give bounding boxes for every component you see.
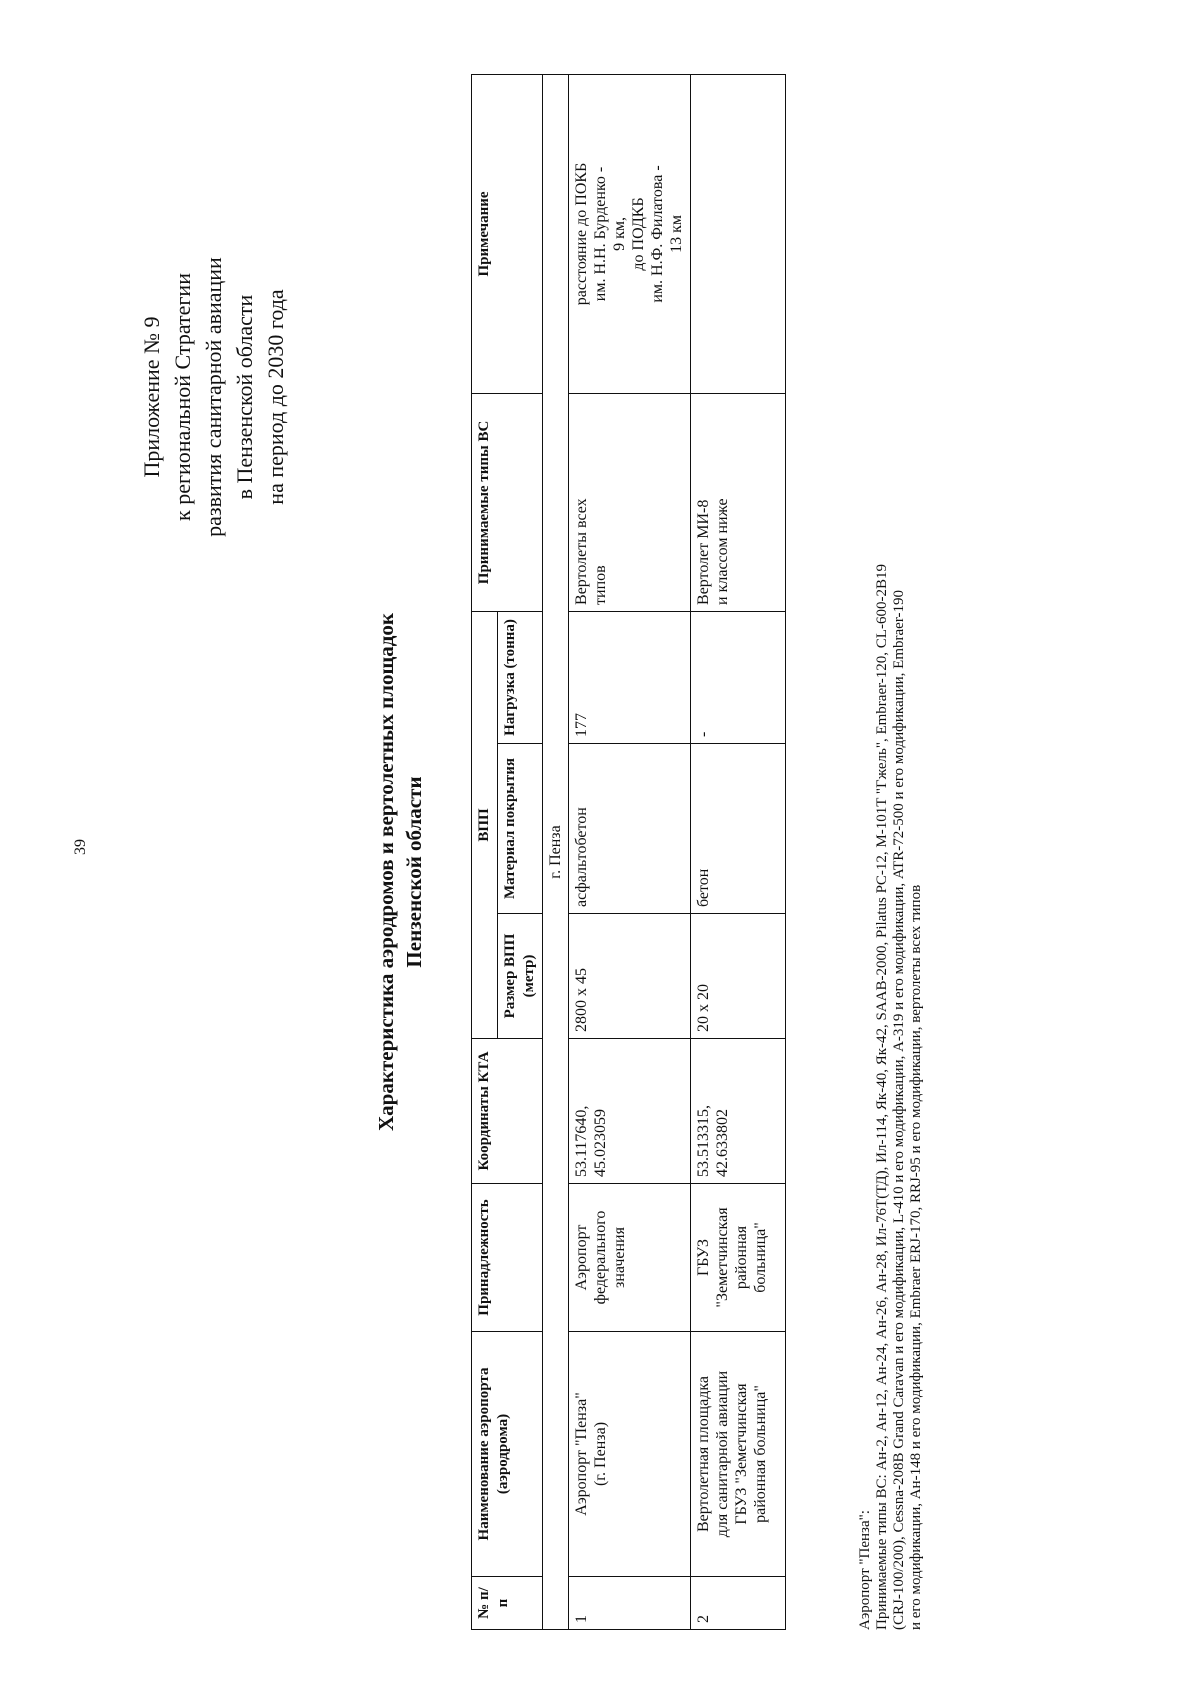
footnote-line: Принимаемые типы ВС: Ан-2, Ан-12, Ан-24, Ан-26, Ан-28, Ил-76Т(ТД), Ил-114, Як-40, Як-42, SAAB-2000, Pilatus PC-12, M-101T "Гжель", Embraer-120, CL-600-2B19 xyxy=(874,564,890,1630)
city-row xyxy=(543,74,569,1629)
cell-types: Вертолеты всех типов xyxy=(569,393,691,611)
cell-load: - xyxy=(691,611,786,743)
cell-load: 177 xyxy=(569,611,691,743)
header-num: № п/п xyxy=(472,1577,543,1630)
document-title xyxy=(372,407,428,1337)
cell-name: Аэропорт "Пенза" (г. Пенза) xyxy=(569,1332,691,1577)
table-row xyxy=(691,74,786,1629)
table-row xyxy=(569,74,691,1629)
header-note: Примечание xyxy=(472,74,543,393)
cell-owner: ГБУЗ "Земетчинская районная больница" xyxy=(691,1184,786,1332)
title-line: Пензенской области xyxy=(402,776,426,968)
cell-num: 1 xyxy=(569,1577,691,1630)
header-types: Принимаемые типы ВС xyxy=(472,393,543,611)
appendix-line: развития санитарной авиации xyxy=(201,257,226,537)
cell-size: 2800 х 45 xyxy=(569,914,691,1039)
city-cell: г. Пенза xyxy=(543,74,569,1629)
header-owner: Принадлежность xyxy=(472,1184,543,1332)
header-name: Наименование аэропорта (аэродрома) xyxy=(472,1332,543,1577)
cell-types: Вертолет МИ-8 и классом ниже xyxy=(691,393,786,611)
header-coords: Координаты КТА xyxy=(472,1039,543,1184)
cell-coords: 53.117640, 45.023059 xyxy=(569,1039,691,1184)
title-line: Характеристика аэродромов и вертолетных площадок xyxy=(374,613,398,1131)
cell-size: 20 х 20 xyxy=(691,914,786,1039)
footnote-line: Аэропорт "Пенза": xyxy=(857,1510,873,1630)
header-vpp-size: Размер ВПП (метр) xyxy=(498,914,543,1039)
aerodromes-table xyxy=(471,74,786,1630)
appendix-line: в Пензенской области xyxy=(232,294,257,500)
cell-material: асфальтобетон xyxy=(569,744,691,914)
cell-material: бетон xyxy=(691,744,786,914)
cell-note xyxy=(691,74,786,393)
cell-note: расстояние до ПОКБ им. Н.Н. Бурденко - 9 км, до ПОДКБ им. Н.Ф. Филатова - 13 км xyxy=(569,74,691,393)
footnote-line: (CRJ-100/200), Cessna-208B Grand Caravan и его модификации, L-410 и его модификации, A-319 и его модификации, ATR-72-500 и его модификации, Embraer-190 xyxy=(891,589,907,1630)
appendix-line: на период до 2030 года xyxy=(263,289,288,505)
appendix-line: Приложение № 9 xyxy=(139,316,164,478)
footnote-line: и его модификации, Ан-148 и его модификации, Embraer ERJ-170, RRJ-95 и его модификации, вертолеты всех типов xyxy=(908,884,924,1630)
page-number: 39 xyxy=(72,839,89,855)
appendix-header xyxy=(136,137,291,657)
appendix-line: к региональной Стратегии xyxy=(170,273,195,521)
footnote xyxy=(857,70,925,1630)
cell-name: Вертолетная площадка для санитарной авиации ГБУЗ "Земетчинская районная больница" xyxy=(691,1332,786,1577)
cell-num: 2 xyxy=(691,1577,786,1630)
header-vpp: ВПП xyxy=(472,611,498,1038)
header-vpp-material: Материал покрытия xyxy=(498,744,543,914)
header-vpp-load: Нагрузка (тонна) xyxy=(498,611,543,743)
cell-coords: 53.513315, 42.633802 xyxy=(691,1039,786,1184)
cell-owner: Аэропорт федерального значения xyxy=(569,1184,691,1332)
